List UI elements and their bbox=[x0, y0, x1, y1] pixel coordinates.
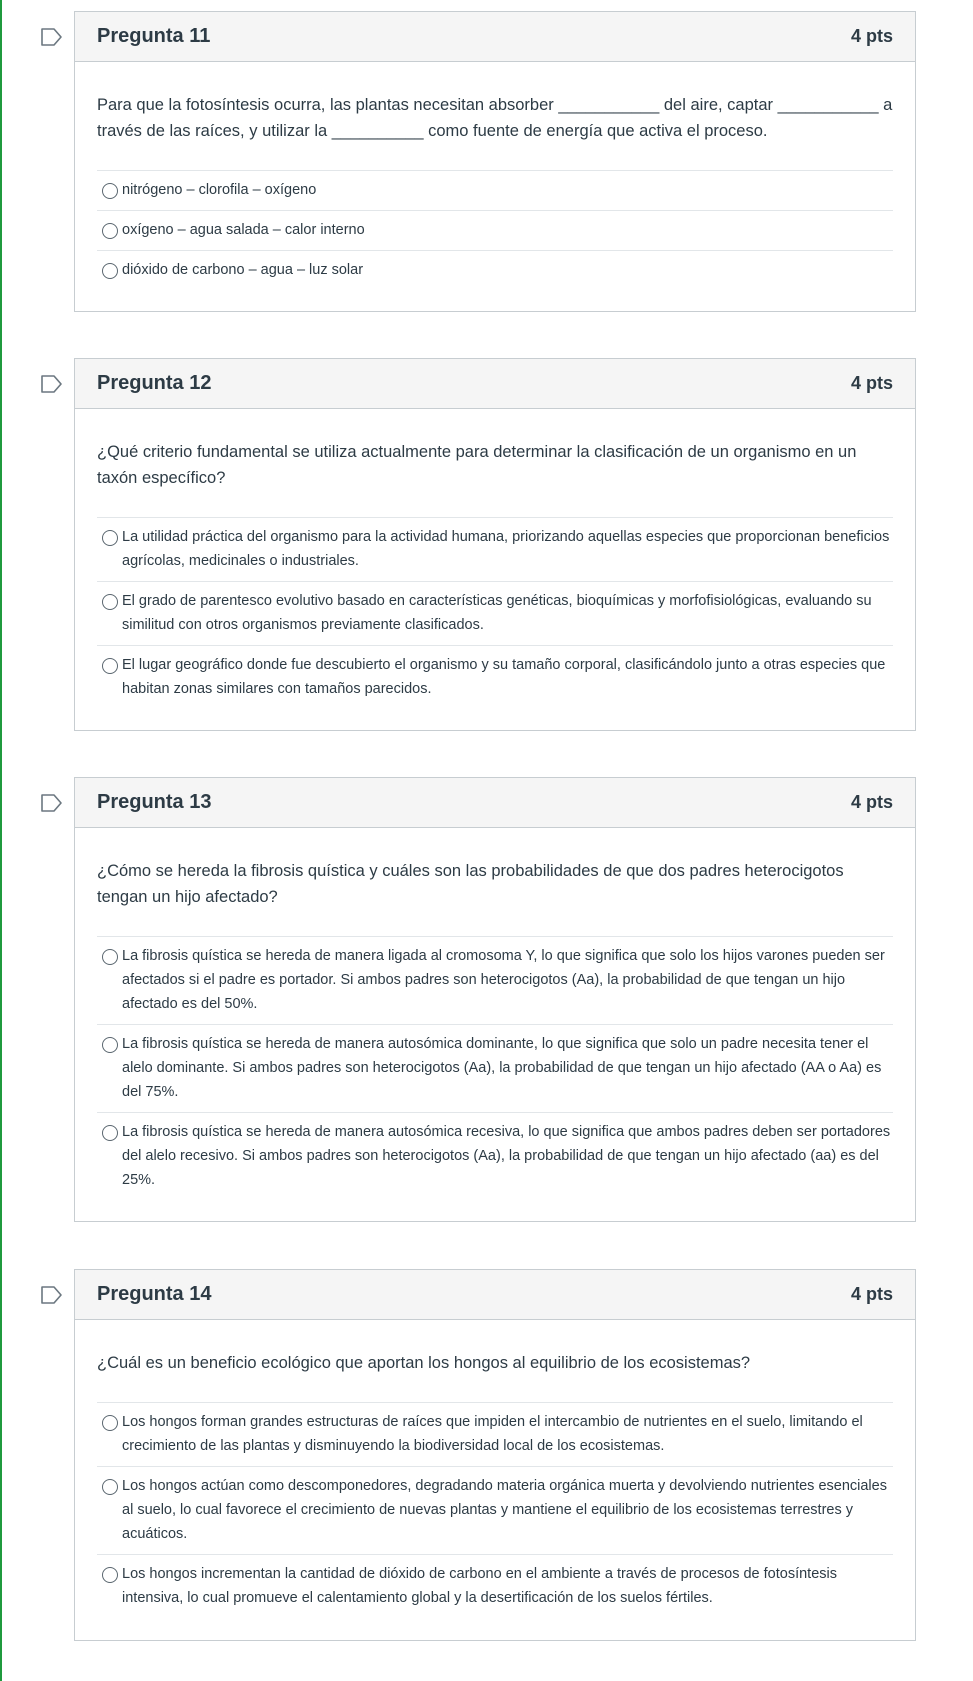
question-points: 4 pts bbox=[850, 26, 893, 46]
flag-question-icon[interactable] bbox=[41, 374, 63, 394]
question-text: ¿Cómo se hereda la fibrosis quística y cuáles son las probabilidades de que dos padres heterocigotos tengan un hijo afectado? bbox=[97, 862, 844, 906]
radio-button[interactable] bbox=[102, 1479, 118, 1495]
answer-list bbox=[97, 936, 893, 1200]
answer-label: La utilidad práctica del organismo para la actividad humana, priorizando aquellas especies que proporcionan beneficios agrícolas, medicinales o industriales. bbox=[122, 529, 890, 569]
answer-option[interactable] bbox=[97, 1113, 893, 1200]
radio-button[interactable] bbox=[102, 263, 118, 279]
answer-list bbox=[97, 1402, 893, 1618]
question-card bbox=[74, 1269, 916, 1641]
answer-option[interactable] bbox=[97, 171, 893, 211]
question-title: Pregunta 11 bbox=[97, 25, 211, 47]
answer-label: La fibrosis quística se hereda de manera ligada al cromosoma Y, lo que significa que solo los hijos varones pueden ser afectados si el padre es portador. Si ambos padres son heterocigotos (Aa), la probabilidad de que tengan un hijo afectado es del 50%. bbox=[122, 948, 885, 1012]
question-points: 4 pts bbox=[850, 792, 893, 812]
answer-option[interactable] bbox=[97, 1467, 893, 1555]
answer-label: Los hongos actúan como descomponedores, degradando materia orgánica muerta y devolviendo nutrientes esenciales al suelo, lo cual favorece el crecimiento de nuevas plantas y mantiene el equilibrio de los ecosistemas terrestres y acuáticos. bbox=[122, 1478, 887, 1542]
question-body bbox=[75, 1320, 915, 1642]
question-title: Pregunta 12 bbox=[97, 372, 212, 394]
answer-label: La fibrosis quística se hereda de manera autosómica recesiva, lo que significa que ambos padres deben ser portadores del alelo recesivo. Si ambos padres son heterocigotos (Aa), la probabilidad de que tengan un hijo afectado (aa) es del 25%. bbox=[122, 1124, 891, 1188]
question-text: Para que la fotosíntesis ocurra, las plantas necesitan absorber ___________ del aire, captar ___________ a través de las raíces, y utilizar la __________ como fuente de energía que activa el proceso. bbox=[97, 96, 893, 140]
radio-button[interactable] bbox=[102, 1415, 118, 1431]
question-text: ¿Cuál es un beneficio ecológico que aportan los hongos al equilibrio de los ecosistemas? bbox=[97, 1354, 751, 1372]
answer-option[interactable] bbox=[97, 211, 893, 251]
question-body bbox=[75, 62, 915, 314]
answer-option[interactable] bbox=[97, 518, 893, 582]
question-header bbox=[75, 12, 915, 62]
question-title: Pregunta 13 bbox=[97, 791, 212, 813]
answer-label: oxígeno – agua salada – calor interno bbox=[122, 222, 365, 238]
page-accent-rule bbox=[0, 0, 2, 1681]
question-card bbox=[74, 358, 916, 731]
answer-option[interactable] bbox=[97, 251, 893, 290]
question-card bbox=[74, 11, 916, 312]
question-header bbox=[75, 1270, 915, 1320]
question-body bbox=[75, 409, 915, 733]
answer-option[interactable] bbox=[97, 1555, 893, 1618]
answer-list bbox=[97, 170, 893, 290]
answer-list bbox=[97, 517, 893, 709]
answer-option[interactable] bbox=[97, 1025, 893, 1113]
radio-button[interactable] bbox=[102, 530, 118, 546]
answer-option[interactable] bbox=[97, 646, 893, 709]
question-body bbox=[75, 828, 915, 1224]
answer-label: El grado de parentesco evolutivo basado en características genéticas, bioquímicas y morfofisiológicas, evaluando su similitud con otros organismos previamente clasificados. bbox=[122, 593, 872, 633]
radio-button[interactable] bbox=[102, 1037, 118, 1053]
answer-label: Los hongos incrementan la cantidad de dióxido de carbono en el ambiente a través de procesos de fotosíntesis intensiva, lo cual promueve el calentamiento global y la desertificación de los suelos fértiles. bbox=[122, 1566, 837, 1606]
flag-question-icon[interactable] bbox=[41, 793, 63, 813]
answer-option[interactable] bbox=[97, 1403, 893, 1467]
question-title: Pregunta 14 bbox=[97, 1283, 212, 1305]
answer-label: La fibrosis quística se hereda de manera autosómica dominante, lo que significa que solo un padre necesita tener el alelo dominante. Si ambos padres son heterocigotos (Aa), la probabilidad de que tengan un hijo afectado (AA o Aa) es del 75%. bbox=[122, 1036, 882, 1100]
answer-label: dióxido de carbono – agua – luz solar bbox=[122, 262, 364, 278]
radio-button[interactable] bbox=[102, 183, 118, 199]
answer-option[interactable] bbox=[97, 937, 893, 1025]
question-points: 4 pts bbox=[850, 373, 893, 393]
flag-question-icon[interactable] bbox=[41, 1285, 63, 1305]
radio-button[interactable] bbox=[102, 1567, 118, 1583]
question-points: 4 pts bbox=[850, 1284, 893, 1304]
answer-label: nitrógeno – clorofila – oxígeno bbox=[122, 182, 317, 198]
answer-label: Los hongos forman grandes estructuras de raíces que impiden el intercambio de nutrientes en el suelo, limitando el crecimiento de las plantas y disminuyendo la biodiversidad local de los ecosistemas. bbox=[122, 1414, 863, 1454]
radio-button[interactable] bbox=[102, 658, 118, 674]
answer-label: El lugar geográfico donde fue descubierto el organismo y su tamaño corporal, clasificándolo junto a otras especies que habitan zonas similares con tamaños parecidos. bbox=[122, 657, 886, 697]
radio-button[interactable] bbox=[102, 1125, 118, 1141]
radio-button[interactable] bbox=[102, 594, 118, 610]
question-text: ¿Qué criterio fundamental se utiliza actualmente para determinar la clasificación de un organismo en un taxón específico? bbox=[97, 443, 857, 487]
question-header bbox=[75, 778, 915, 828]
radio-button[interactable] bbox=[102, 223, 118, 239]
answer-option[interactable] bbox=[97, 582, 893, 646]
question-header bbox=[75, 359, 915, 409]
radio-button[interactable] bbox=[102, 949, 118, 965]
flag-question-icon[interactable] bbox=[41, 27, 63, 47]
question-card bbox=[74, 777, 916, 1222]
